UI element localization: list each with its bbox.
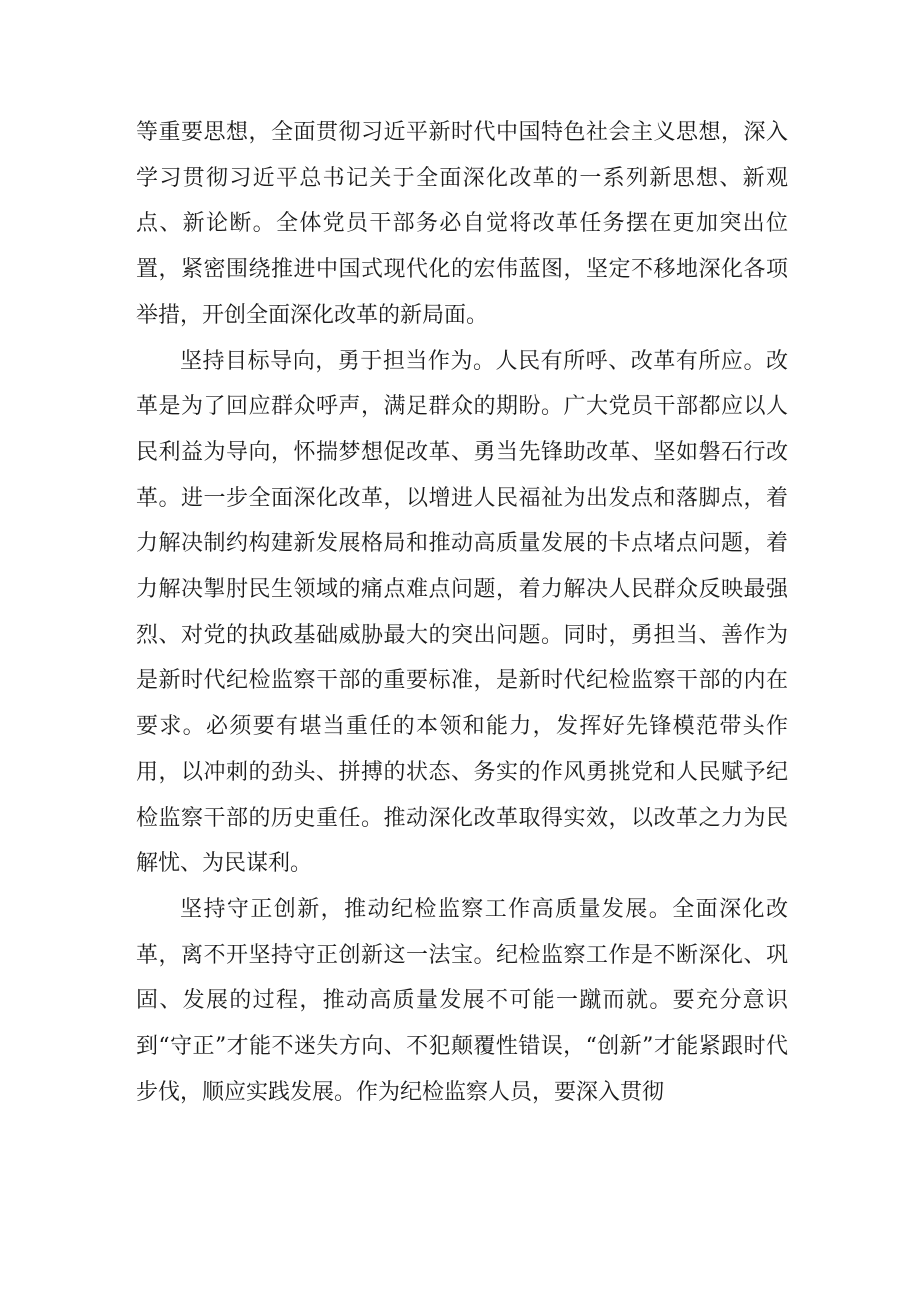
- document-body: [136, 110, 788, 1115]
- paragraph-goal-orientation: 坚持目标导向，勇于担当作为。人民有所呼、改革有所应。改革是为了回应群众呼声，满足群众的期盼。广大党员干部都应以人民利益为导向，怀揣梦想促改革、勇当先锋助改革、坚如磐石行改革。进一步全面深化改革，以增进人民福祉为出发点和落脚点，着力解决制约构建新发展格局和推动高质量发展的卡点堵点问题，着力解决掣肘民生领域的痛点难点问题，着力解决人民群众反映最强烈、对党的执政基础威胁最大的突出问题。同时，勇担当、善作为是新时代纪检监察干部的重要标准，是新时代纪检监察干部的内在要求。必须要有堪当重任的本领和能力，发挥好先锋模范带头作用，以冲刺的劲头、拼搏的状态、务实的作风勇挑党和人民赋予纪检监察干部的历史重任。推动深化改革取得实效，以改革之力为民解忧、为民谋利。: [136, 348, 788, 877]
- paragraph-continuation: 等重要思想，全面贯彻习近平新时代中国特色社会主义思想，深入学习贯彻习近平总书记关于全面深化改革的一系列新思想、新观点、新论断。全体党员干部务必自觉将改革任务摆在更加突出位置，紧密围绕推进中国式现代化的宏伟蓝图，坚定不移地深化各项举措，开创全面深化改革的新局面。: [136, 120, 788, 328]
- paragraph-integrity-innovation: 坚持守正创新，推动纪检监察工作高质量发展。全面深化改革，离不开坚持守正创新这一法宝。纪检监察工作是不断深化、巩固、发展的过程，推动高质量发展不可能一蹴而就。要充分意识到“守正”才能不迷失方向、不犯颠覆性错误，“创新”才能紧跟时代步伐，顺应实践发展。作为纪检监察人员，要深入贯彻: [136, 896, 788, 1105]
